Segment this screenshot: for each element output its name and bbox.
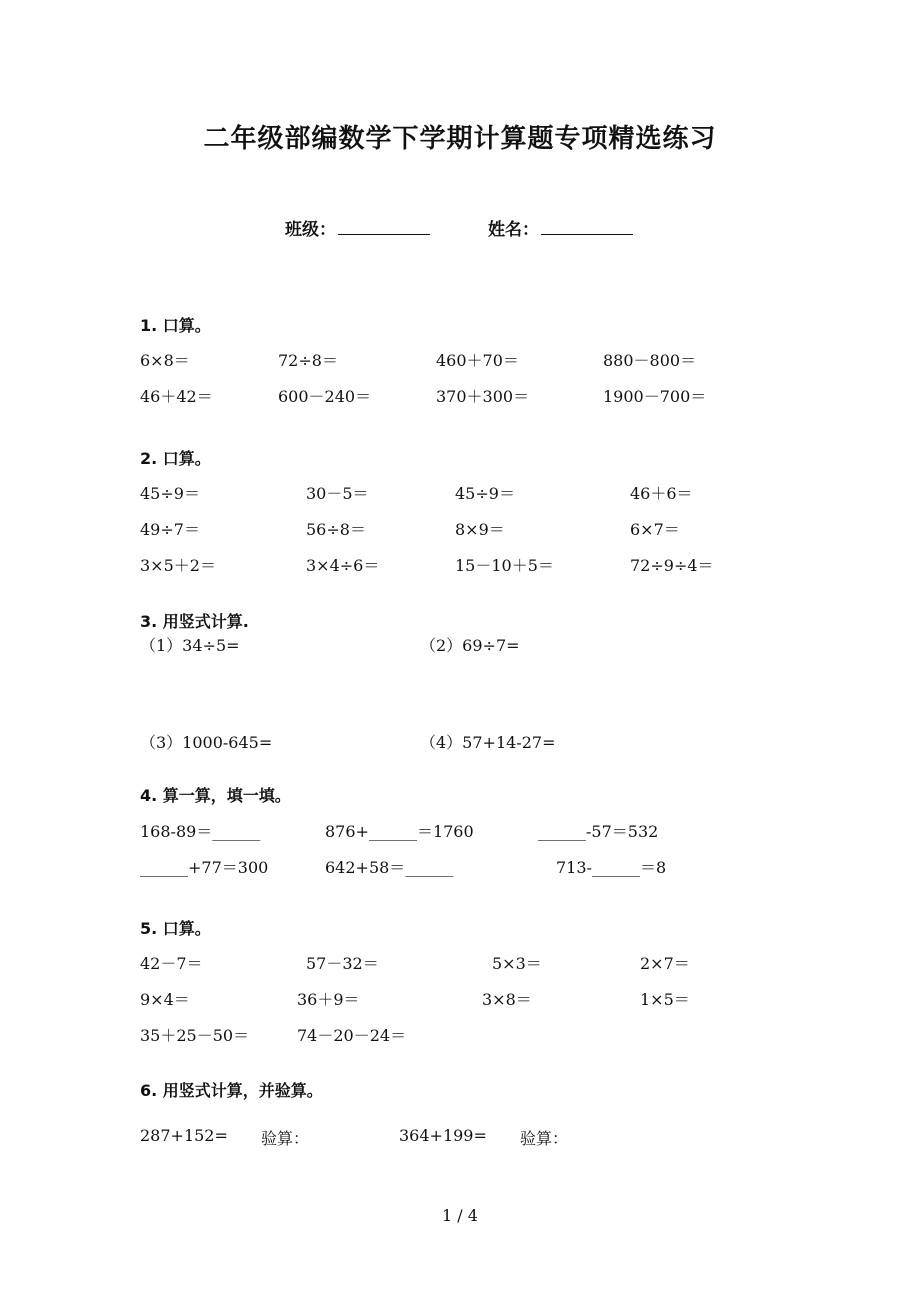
problem: 6×8＝ (140, 351, 190, 370)
problem: 49÷7＝ (140, 520, 200, 539)
section-2-heading: 2. 口算。 (140, 449, 211, 468)
problem: 74－20－24＝ (297, 1026, 407, 1045)
problem: 370＋300＝ (436, 387, 530, 406)
problem: 3×8＝ (482, 990, 532, 1009)
problem: 600－240＝ (278, 387, 372, 406)
section-1-heading: 1. 口算。 (140, 316, 211, 335)
problem: 15－10＋5＝ (455, 556, 554, 575)
problem: 876+______＝1760 (325, 822, 474, 841)
problem: 1900－700＝ (603, 387, 707, 406)
problem: 3×5＋2＝ (140, 556, 216, 575)
page-title: 二年级部编数学下学期计算题专项精选练习 (203, 124, 717, 154)
problem: 460＋70＝ (436, 351, 519, 370)
class-field (285, 215, 430, 240)
problem: 642+58＝______ (325, 858, 454, 877)
problem: 45÷9＝ (455, 484, 515, 503)
problem: 72÷9÷4＝ (630, 556, 714, 575)
class-label: 班级： (285, 220, 336, 240)
problem: 46＋42＝ (140, 387, 213, 406)
section-6-heading: 6. 用竖式计算，并验算。 (140, 1081, 323, 1100)
problem: 287+152= (140, 1126, 228, 1145)
class-blank[interactable] (338, 218, 430, 235)
problem: 880－800＝ (603, 351, 697, 370)
name-blank[interactable] (541, 218, 633, 235)
problem: 6×7＝ (630, 520, 680, 539)
problem: 9×4＝ (140, 990, 190, 1009)
problem: ______-57＝532 (538, 822, 659, 841)
problem: 168-89＝______ (140, 822, 261, 841)
problem: 56÷8＝ (306, 520, 366, 539)
problem: 30－5＝ (306, 484, 369, 503)
problem: 2×7＝ (640, 954, 690, 973)
problem: 42－7＝ (140, 954, 203, 973)
section-4-heading: 4. 算一算，填一填。 (140, 786, 291, 805)
problem: 36＋9＝ (297, 990, 360, 1009)
problem: 46＋6＝ (630, 484, 693, 503)
section-5-heading: 5. 口算。 (140, 919, 211, 938)
name-label: 姓名： (488, 220, 539, 240)
name-field (488, 215, 633, 240)
problem: 45÷9＝ (140, 484, 200, 503)
problem: （1）34÷5= (140, 636, 240, 655)
check-label: 验算： (261, 1129, 310, 1148)
problem: （3）1000-645= (140, 733, 273, 752)
problem: （4）57+14-27= (420, 733, 556, 752)
problem: （2）69÷7= (420, 636, 520, 655)
problem: 3×4÷6＝ (306, 556, 380, 575)
problem: 8×9＝ (455, 520, 505, 539)
problem: ______+77＝300 (140, 858, 269, 877)
check-label: 验算： (520, 1129, 569, 1148)
problem: 5×3＝ (492, 954, 542, 973)
problem: 72÷8＝ (278, 351, 338, 370)
problem: 713-______＝8 (556, 858, 667, 877)
page-number: 1 / 4 (442, 1206, 478, 1225)
problem: 35＋25－50＝ (140, 1026, 250, 1045)
section-3-heading: 3. 用竖式计算. (140, 612, 249, 631)
problem: 57－32＝ (306, 954, 379, 973)
problem: 1×5＝ (640, 990, 690, 1009)
problem: 364+199= (399, 1126, 487, 1145)
